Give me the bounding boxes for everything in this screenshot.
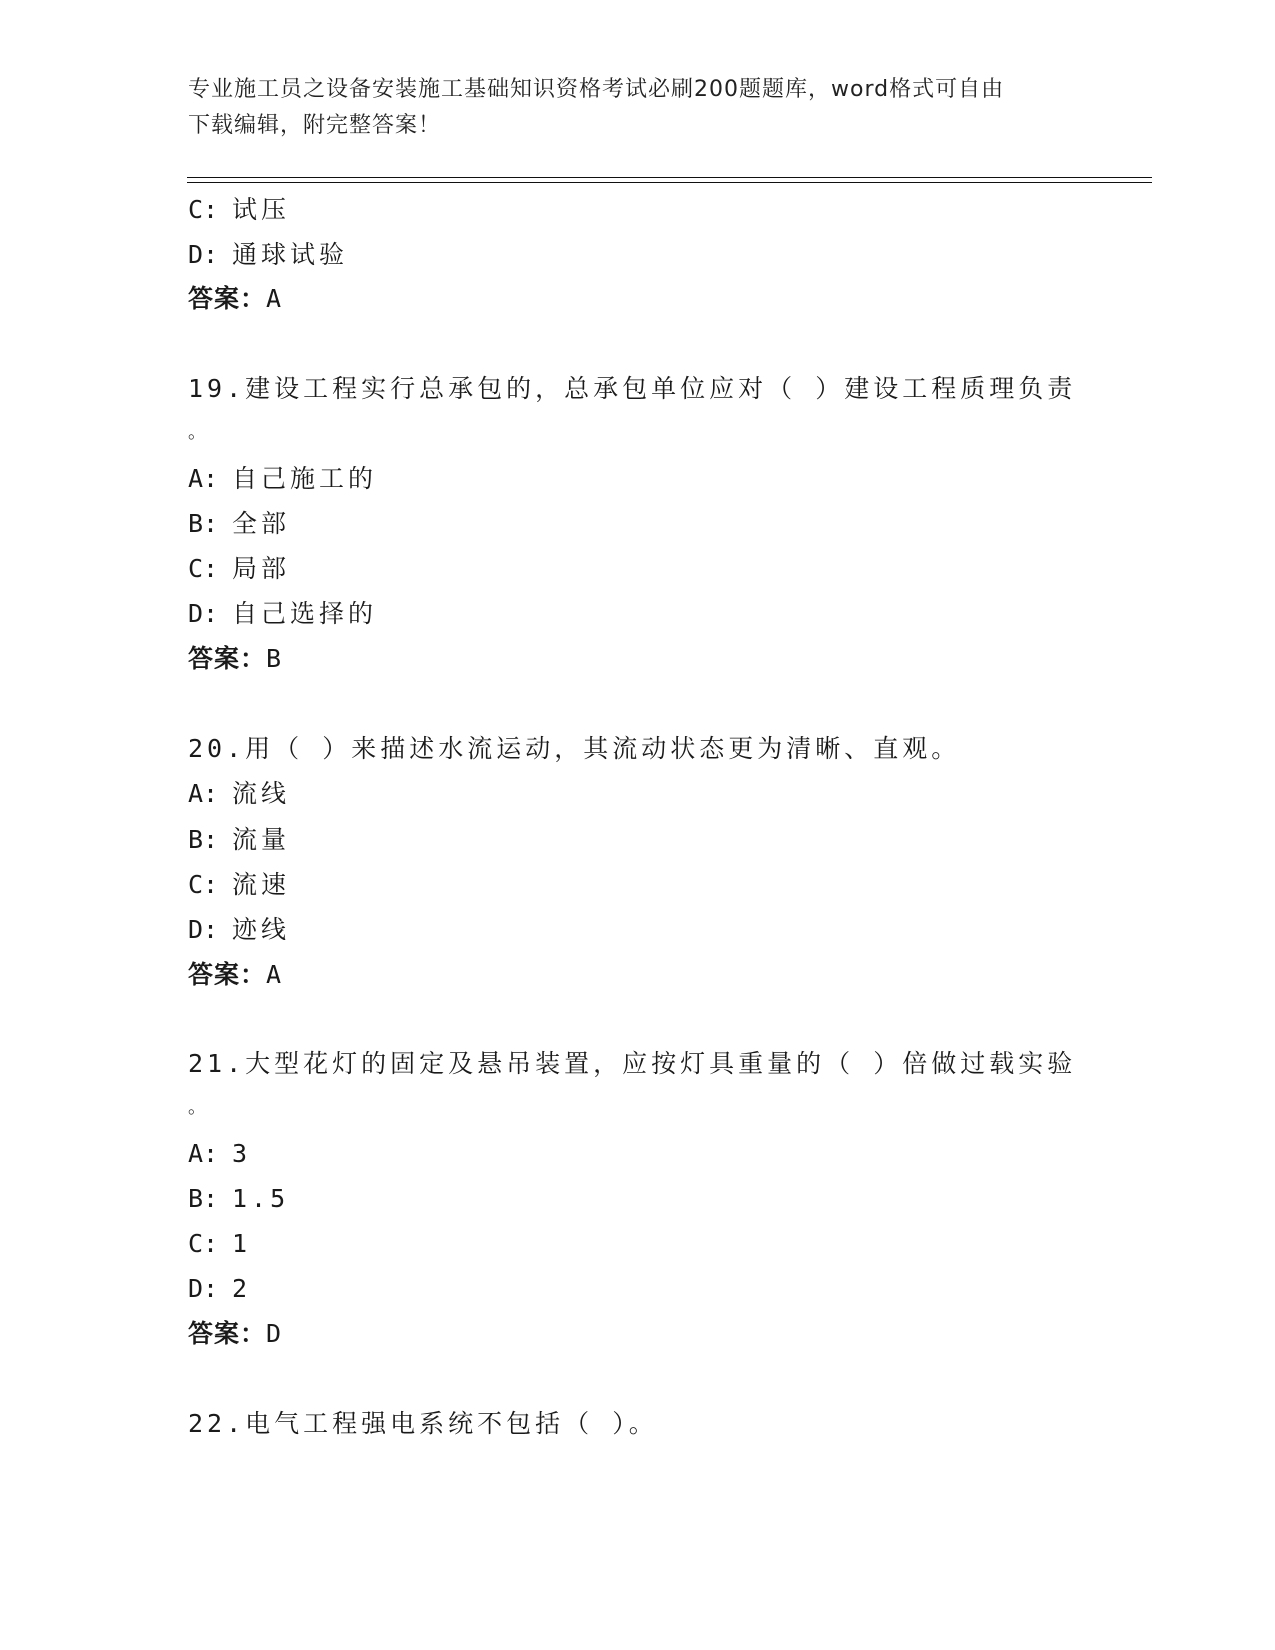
question-20-stem: 20.用（ ）来描述水流运动，其流动状态更为清晰、直观。	[188, 734, 961, 763]
option-a	[188, 779, 290, 809]
option-key: D:	[188, 1274, 219, 1303]
option-key: B:	[188, 825, 219, 854]
option-text: 试压	[232, 195, 291, 224]
question-19-stem: 19.建设工程实行总承包的，总承包单位应对（ ）建设工程质理负责	[188, 374, 1077, 403]
option-text: 1.5	[232, 1184, 290, 1213]
option-key: C:	[188, 554, 219, 583]
option-c	[188, 870, 290, 900]
header-line-1: 专业施工员之设备安装施工基础知识资格考试必刷200题题库，word格式可自由	[188, 77, 1005, 102]
option-d	[188, 1274, 251, 1304]
option-a	[188, 1139, 251, 1169]
option-text: 自己选择的	[232, 599, 378, 628]
question-21-stem: 21.大型花灯的固定及悬吊装置，应按灯具重量的（ ）倍做过载实验	[188, 1049, 1077, 1078]
option-c	[188, 195, 290, 225]
option-d	[188, 599, 377, 629]
option-text: 1	[232, 1229, 252, 1258]
option-key: D:	[188, 599, 219, 628]
option-text: 局部	[232, 554, 291, 583]
option-text: 通球试验	[232, 240, 349, 269]
option-key: A:	[188, 1139, 219, 1168]
question-19-stem-cont: 。	[188, 422, 206, 443]
option-key: B:	[188, 1184, 219, 1213]
option-c	[188, 1229, 251, 1259]
answer-value: A	[266, 284, 283, 313]
option-c	[188, 554, 290, 584]
option-text: 自己施工的	[232, 464, 378, 493]
header-line-2: 下载编辑，附完整答案！	[188, 113, 442, 138]
document-header	[188, 72, 1068, 144]
option-key: C:	[188, 195, 219, 224]
answer-line	[188, 284, 282, 314]
option-d	[188, 915, 290, 945]
option-text: 流线	[232, 779, 291, 808]
option-a	[188, 464, 377, 494]
answer-label: 答案：	[188, 960, 267, 989]
option-text: 2	[232, 1274, 252, 1303]
answer-label: 答案：	[188, 644, 267, 673]
answer-line	[188, 960, 282, 990]
answer-value: B	[266, 644, 283, 673]
option-key: C:	[188, 1229, 219, 1258]
header-rule-bottom	[187, 182, 1152, 183]
option-d	[188, 240, 348, 270]
option-text: 3	[232, 1139, 252, 1168]
option-key: D:	[188, 240, 219, 269]
option-text: 流速	[232, 870, 291, 899]
answer-value: D	[266, 1319, 283, 1348]
option-b	[188, 825, 290, 855]
question-22-stem: 22.电气工程强电系统不包括（ ）。	[188, 1409, 658, 1438]
option-text: 流量	[232, 825, 291, 854]
option-text: 迹线	[232, 915, 291, 944]
answer-label: 答案：	[188, 284, 267, 313]
option-key: A:	[188, 464, 219, 493]
option-b	[188, 1184, 289, 1214]
answer-label: 答案：	[188, 1319, 267, 1348]
header-rule-top	[187, 177, 1152, 178]
option-key: A:	[188, 779, 219, 808]
option-key: B:	[188, 509, 219, 538]
answer-line	[188, 1319, 282, 1349]
question-21-stem-cont: 。	[188, 1097, 206, 1118]
option-text: 全部	[232, 509, 291, 538]
answer-value: A	[266, 960, 283, 989]
answer-line	[188, 644, 282, 674]
option-key: C:	[188, 870, 219, 899]
option-key: D:	[188, 915, 219, 944]
option-b	[188, 509, 290, 539]
